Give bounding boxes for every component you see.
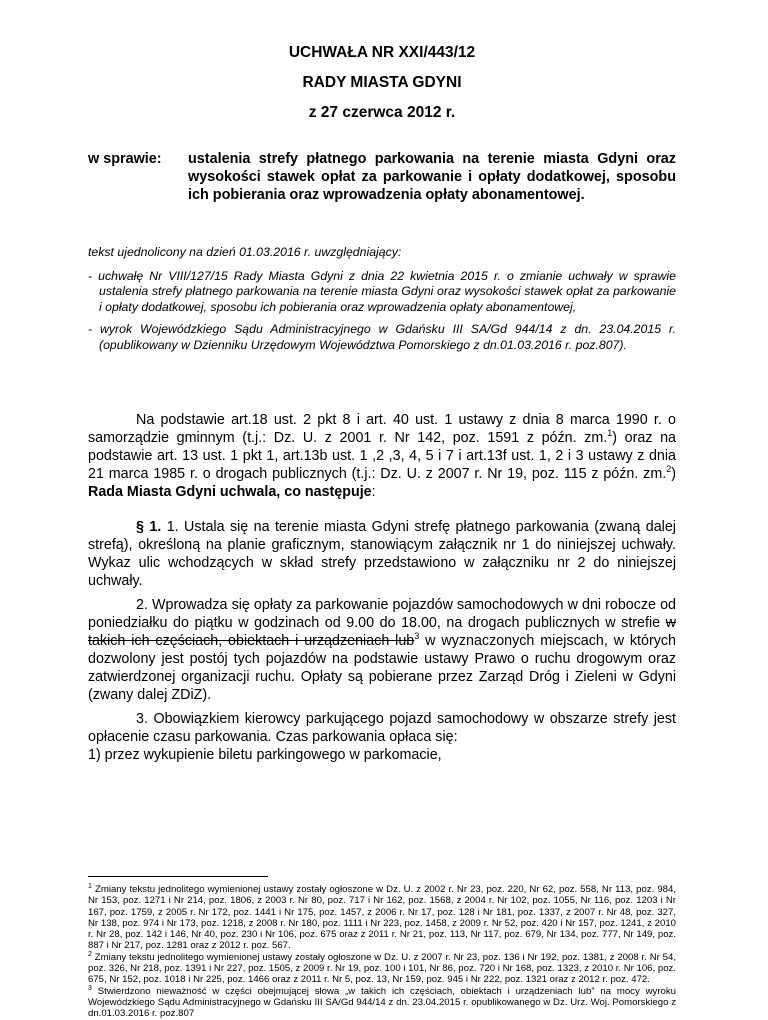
resolution-date: z 27 czerwca 2012 r. [308,104,456,121]
footnote-text: Zmiany tekstu jednolitego wymienionej ustawy zostały ogłoszone w Dz. U. z 2002 r. Nr 23, poz. 220, Nr 62, poz. 558, Nr 113, poz. 984, Nr 153, poz. 1271 i Nr 214, poz. 1806, z 2003 r. Nr 80, poz. 717 i Nr 162, poz. 1568, z 2004 r. Nr 102, poz. 1055, Nr 116, poz. 1203 i Nr 167, poz. 1759, z 2005 r. Nr 172, poz. 1441 i Nr 175, poz. 1457, z 2006 r. Nr 17, poz. 128 i Nr 181, poz. 1337, z 2007 r. Nr 48, poz. 327, Nr 138, poz. 974 i Nr 173, poz. 1218, z 2008 r. Nr 180, poz. 1111 i Nr 223, poz. 1458, z 2009 r. Nr 52, poz. 420 i Nr 157, poz. 1241, z 2010 r. Nr 28, poz. 142 i 146, Nr 40, poz. 230 i Nr 106, poz. 675 oraz z 2011 r. Nr 21, poz. 113, Nr 117, poz. 679, Nr 134, poz. 777, Nr 149, poz. 887 i Nr 217, poz. 1281 oraz z 2012 r. poz. 567. [88,884,676,952]
council-name: RADY MIASTA GDYNI [302,74,462,91]
paragraph-text: w wyznaczonych miejscach, w których dozwolony jest postój tych pojazdów na podstawie ustawy Prawo o ruchu drogowym oraz zatwierdzonej organizacji ruchu. Opłaty są pobierane przez Zarząd Dróg i Zieleni w Gdyni (zwany dalej ZDiZ). [88,633,676,703]
footnote-number: 1 [88,882,92,890]
section-1-paragraph-3: 3. Obowiązkiem kierowcy parkującego pojazd samochodowy w obszarze strefy jest opłacenie czasu parkowania. Czas parkowania opłaca się: [88,711,676,745]
preamble-text: ) [671,466,676,482]
consolidated-item: - uchwałę Nr VIII/127/15 Rady Miasta Gdyni z dnia 22 kwietnia 2015 r. o zmianie uchwały w sprawie ustalenia strefy płatnego parkowania na terenie miasta Gdyni oraz wysokości stawek opłat za parkowanie i opłaty dodatkowej, sposobu ich pobierania oraz wprowadzenia opłaty abonamentowej, [88,268,676,314]
enacting-clause: Rada Miasta Gdyni uchwala, co następuje [88,484,372,500]
preamble-text: ) oraz na podstawie art. 13 ust. 1 pkt 1, art.13b ust. 1 ,2 ,3, 4, 5 i 7 i art.13f ust. 1, 2 i 3 ustawy z dnia 21 marca 1985 r. o drogach publicznych (t.j.: Dz. U. z 2007 r. Nr 19, poz. 115 z późn. zm. [88,430,677,482]
section-1-point-1: 1) przez wykupienie biletu parkingowego w parkomacie, [88,747,442,763]
section-1 [88,518,676,764]
footnote-3 [88,986,676,1020]
footnote-ref: 1 [607,428,613,439]
preamble-text: : [371,484,376,500]
footnote-2 [88,952,676,986]
footnote-text: Zmiany tekstu jednolitego wymienionej ustawy zostały ogłoszone w Dz. U. z 2007 r. Nr 23, poz. 136 i Nr 192, poz. 1381, z 2008 r. Nr 54, poz. 326, Nr 218, poz. 1391 i Nr 227, poz. 1505, z 2009 r. Nr 19, poz. 100 i 101, Nr 86, poz. 720 i Nr 168, poz. 1323, z 2010 r. Nr 106, poz. 675, Nr 152, poz. 1018 i Nr 225, poz. 1466 oraz z 2011 r. Nr 5, poz. 13, Nr 159, poz. 945 i Nr 222, poz. 1321 oraz z 2012 r. poz. 472. [88,951,677,986]
consolidated-heading: tekst ujednolicony na dzień 01.03.2016 r. uwzględniający: [88,245,402,259]
section-number: § 1. [136,519,162,535]
paragraph-text: 2. Wprowadza się opłaty za parkowanie pojazdów samochodowych w dni robocze od poniedziałku do piątku w godzinach od 9.00 do 18.00, na drogach publicznych w strefie [88,597,676,631]
footnote-separator [88,876,268,877]
paragraph-text: 1. Ustala się na terenie miasta Gdyni strefę płatnego parkowania (zwaną dalej strefą), określoną na planie graficznym, stanowiącym załącznik nr 1 do niniejszej uchwały. Wykaz ulic wchodzących w skład strefy przedstawiono w załączniku nr 2 do niniejszej uchwały. [88,519,676,589]
preamble-paragraph [88,411,676,501]
subject-block [88,150,676,204]
footnote-number: 2 [88,950,92,958]
section-1-paragraph-2 [88,596,676,704]
footnotes [88,884,676,1020]
consolidated-item: - wyrok Wojewódzkiego Sądu Administracyjnego w Gdańsku III SA/Gd 944/14 z dn. 23.04.2015 r. (opublikowany w Dzienniku Urzędowym Województwa Pomorskiego z dn.01.03.2016 r. poz.807). [88,322,676,352]
footnote-1 [88,884,676,952]
footnote-text: Stwierdzono nieważność w części obejmującej słowa „w takich ich częściach, obiektach i urządzeniach lub” na mocy wyroku Wojewódzkiego Sądu Administracyjnego w Gdańsku III SA/Gd 944/14 z dn. 23.04.2015 r. opublikowanego w Dz. Urz. Woj. Pomorskiego z dn.01.03.2016 r. poz.807 [88,985,677,1020]
preamble [88,411,676,501]
section-1-paragraph-1 [88,518,676,590]
subject-text: ustalenia strefy płatnego parkowania na terenie miasta Gdyni oraz wysokości stawek opłat za parkowanie i opłaty dodatkowej, sposobu ich pobierania oraz wprowadzenia opłaty abonamentowej. [188,151,676,203]
resolution-number: UCHWAŁA NR XXI/443/12 [288,44,476,61]
subject-label: w sprawie: [88,151,162,167]
consolidated-text-note [88,245,676,353]
annulled-text: w takich ich częściach, obiektach i urządzeniach lub [88,615,676,649]
title-block [88,38,676,128]
footnote-ref: 2 [666,464,672,475]
footnote-ref: 3 [414,631,420,642]
footnote-number: 3 [88,984,92,992]
preamble-text: Na podstawie art.18 ust. 2 pkt 8 i art. 40 ust. 1 ustawy z dnia 8 marca 1990 r. o samorządzie gminnym (t.j.: Dz. U. z 2001 r. Nr 142, poz. 1591 z późn. zm. [88,412,676,446]
